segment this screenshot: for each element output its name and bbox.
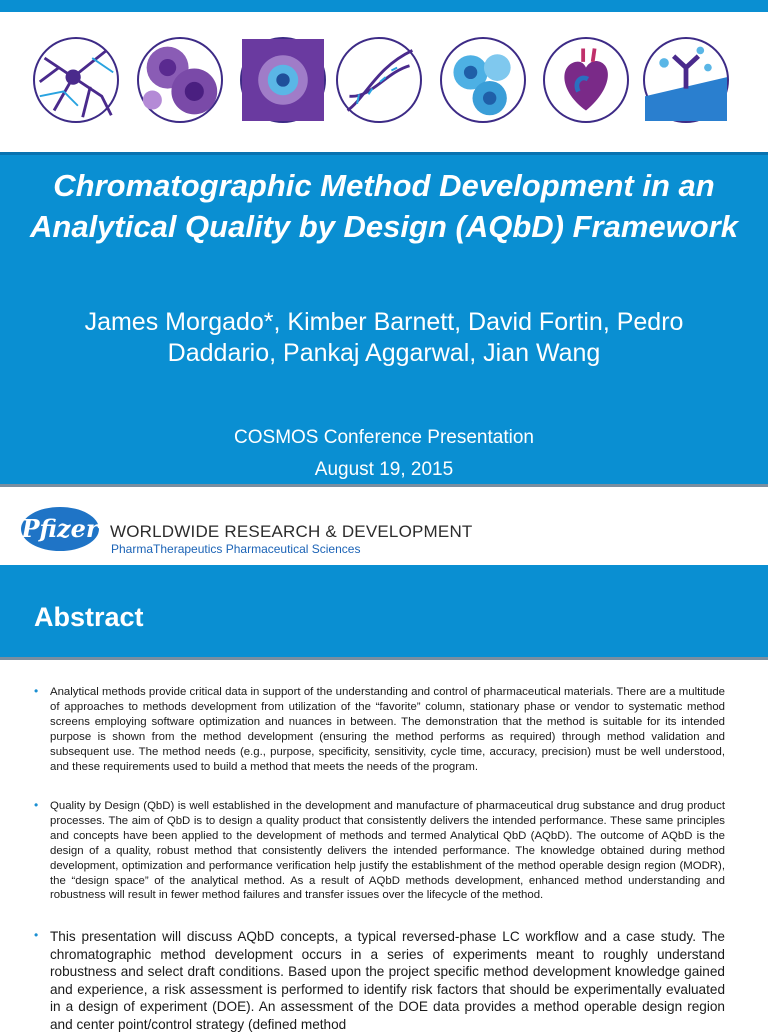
logo-band <box>0 489 768 565</box>
abstract-content <box>0 660 768 1032</box>
receptor-icon <box>643 37 729 123</box>
presentation-title: Chromatographic Method Development in an Analytical Quality by Design (AQbD) Framework <box>30 168 738 244</box>
abstract-heading: Abstract <box>34 602 144 632</box>
subdivision-name: PharmaTherapeutics Pharmaceutical Sciences <box>111 542 361 556</box>
author-list: James Morgado*, Kimber Barnett, David Fortin, Pedro Daddario, Pankaj Aggarwal, Jian Wang <box>84 308 684 367</box>
icon-row <box>0 12 768 152</box>
top-accent-bar <box>0 0 768 12</box>
neuron-icon <box>33 37 119 123</box>
bullet-1: • <box>34 684 39 698</box>
division-name: WORLDWIDE RESEARCH & DEVELOPMENT <box>110 522 473 541</box>
conference-name: COSMOS Conference Presentation <box>234 427 534 448</box>
bullet-2: • <box>34 798 39 812</box>
abstract-band <box>0 565 768 660</box>
cell-cluster-icon <box>137 37 223 123</box>
title-band <box>0 152 768 487</box>
bullet-3: • <box>34 928 39 942</box>
presentation-date: August 19, 2015 <box>314 459 454 480</box>
abstract-paragraph-1: Analytical methods provide critical data in support of the understanding and control of pharmaceutical materials. There are a multitude of approaches to methods development from utilization of the “favorite” column, stationary phase or vendor to systematic method screens employing software optimization and nuances in between. The demonstration that the method is suitable for its intended purpose is shown from the method development (ensuring the method performs as required) through method validation and subsequent use. The method needs (e.g., purpose, specificity, sensitivity, cycle time, accuracy, precision) must be well understood, and these requirements used to build a method that meets the needs of the program. <box>50 686 725 773</box>
lymphocyte-icon <box>440 37 526 123</box>
pfizer-logo: Pfizer <box>21 507 99 551</box>
dna-helix-icon <box>336 37 422 123</box>
abstract-paragraph-3: This presentation will discuss AQbD concepts, a typical reversed-phase LC workflow and a case study. The chromatographic method development occurs in a series of experiments meant to roughly understand robustness and select draft conditions. Based upon the project specific method development knowledge gained and experience, a risk assessment is performed to identify risk factors that should be experimentally evaluated in a design of experiment (DOE). An assessment of the DOE data provides a method operable design region and center point/control strategy (defined method <box>50 929 725 1032</box>
tissue-cell-icon <box>240 37 326 123</box>
heart-icon <box>543 37 629 123</box>
abstract-paragraph-2: Quality by Design (QbD) is well established in the development and manufacture of pharmaceutical drug substance and drug product processes. The aim of QbD is to design a quality product that consistently delivers the intended performance. These same principles and concepts have been applied to the development of methods and termed Analytical QbD (AQbD). The outcome of AQbD is the design of a quality, robust method that consistently delivers the intended performance. The knowledge obtained during method development, optimization and performance verification help justify the establishment of the method operable design region (MODR), the “design space” of the analytical method. As a result of AQbD methods development, enhanced method understanding and robustness will result in fewer method failures and transfer issues over the lifecycle of the method. <box>50 800 725 902</box>
